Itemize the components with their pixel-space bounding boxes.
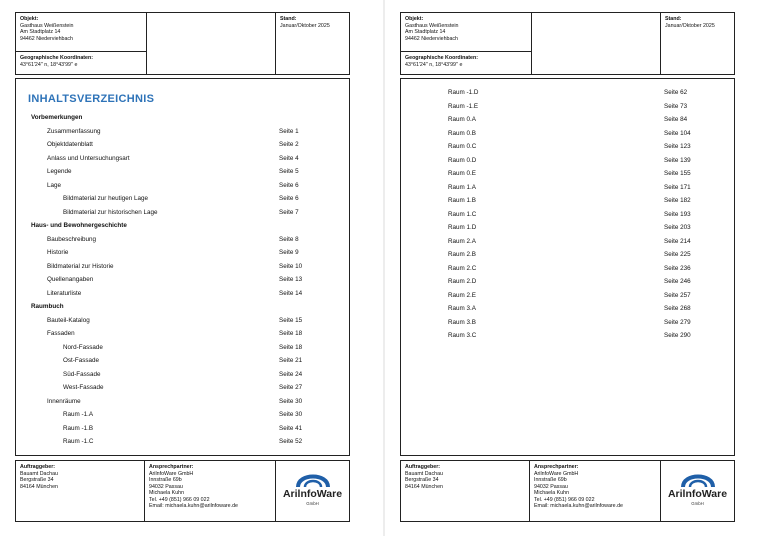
logo-name: ArilnfoWare xyxy=(282,488,343,500)
toc-entry xyxy=(401,102,734,112)
toc-entry-page: Seite 84 xyxy=(664,116,688,123)
toc-entry-title: Raum 2.B xyxy=(448,251,476,258)
toc-entry-title: Raumbuch xyxy=(31,303,64,310)
toc-entry xyxy=(16,370,349,380)
toc-entry xyxy=(16,167,349,177)
toc-entry-page: Seite 268 xyxy=(664,305,691,312)
contact-line: Email: michaela.kuhn@arilnfoware.de xyxy=(534,503,623,509)
toc-entry-title: Zusammenfassung xyxy=(47,127,101,135)
toc-entry xyxy=(401,250,734,260)
toc-section-heading xyxy=(16,302,349,312)
toc-entry-title: Bauteil-Katalog xyxy=(47,316,90,324)
toc-entry-page: Seite 13 xyxy=(279,276,303,283)
client-line: 84164 München xyxy=(20,483,58,490)
toc-entry-title: Objektdatenblatt xyxy=(47,141,93,148)
toc-entry xyxy=(401,142,734,152)
toc-entry-page: Seite 4 xyxy=(279,154,299,162)
toc-entry xyxy=(16,289,349,299)
toc-entry-title: Haus- und Bewohnergeschichte xyxy=(31,222,127,229)
toc-entry-title: Legende xyxy=(47,168,72,175)
toc-entry-page: Seite 290 xyxy=(664,332,691,339)
toc-entry xyxy=(16,127,349,137)
toc-entry xyxy=(16,248,349,258)
objekt-line: 94462 Niederviehbach xyxy=(405,35,459,42)
page-right xyxy=(385,0,768,536)
coordinates-value: 43°61'24'' n, 18°43'99'' e xyxy=(20,61,78,68)
toc-entry xyxy=(16,329,349,339)
toc-entry-title: Raum 0.C xyxy=(448,143,477,150)
toc-entry-page: Seite 27 xyxy=(279,384,303,391)
client-line: Bauamt Dachau xyxy=(405,470,443,477)
header-stand-box xyxy=(275,12,350,75)
toc-entry-title: Raum 0.E xyxy=(448,170,476,177)
toc-entry xyxy=(16,356,349,366)
toc-entry-title: Raum 0.D xyxy=(448,156,477,164)
toc-entry-title: Baubeschreibung xyxy=(47,235,97,243)
client-line: Bauamt Dachau xyxy=(20,470,58,477)
toc-entry-title: Raum -1.B xyxy=(63,424,94,432)
toc-entry-page: Seite 15 xyxy=(279,316,303,324)
page-left xyxy=(0,0,383,536)
toc-entry-title: Raum 1.C xyxy=(448,210,477,218)
contact-line: Email: michaela.kuhn@arilnfoware.de xyxy=(149,503,238,509)
client-line: Bergstraße 34 xyxy=(20,477,54,483)
toc-entry-page: Seite 30 xyxy=(279,397,303,405)
stand-label: Stand: xyxy=(280,16,297,22)
header-middle-box xyxy=(146,12,276,75)
toc-entry-title: Raum 0.A xyxy=(448,116,476,123)
toc-entry-title: Anlass und Untersuchungsart xyxy=(47,154,130,162)
toc-entry-title: Raum -1.D xyxy=(448,89,479,96)
toc-entry xyxy=(16,383,349,393)
toc-entry-title: Raum 2.C xyxy=(448,264,477,272)
toc-entry-page: Seite 139 xyxy=(664,156,691,164)
stand-value: Januar/Oktober 2025 xyxy=(665,22,715,29)
toc-entry-title: Lage xyxy=(47,181,62,189)
toc-entry-page: Seite 193 xyxy=(664,210,691,218)
toc-entry xyxy=(401,291,734,301)
toc-entry xyxy=(401,196,734,206)
toc-entry-page: Seite 246 xyxy=(664,278,691,285)
toc-entry xyxy=(401,331,734,341)
toc-entry-title: Raum 1.A xyxy=(448,183,476,191)
toc-entry-title: Raum 1.B xyxy=(448,197,476,204)
client-line: Bergstraße 34 xyxy=(405,477,439,483)
toc-entry-title: Süd-Fassade xyxy=(63,370,101,378)
toc-entry xyxy=(16,208,349,218)
coordinates-label: Geographische Koordinaten: xyxy=(20,55,93,61)
toc-entry-page: Seite 52 xyxy=(279,438,303,445)
footer-contact-box xyxy=(144,460,276,522)
toc-entry xyxy=(401,129,734,139)
toc-entry-title: Raum 2.E xyxy=(448,291,476,299)
client-line: 84164 München xyxy=(405,483,443,490)
footer-client-box xyxy=(15,460,145,522)
company-logo xyxy=(276,469,349,506)
toc-entry-page: Seite 9 xyxy=(279,249,299,256)
toc-entry-page: Seite 8 xyxy=(279,235,299,243)
toc-entry-title: Innenräume xyxy=(47,397,81,405)
toc-entry-page: Seite 155 xyxy=(664,170,691,177)
toc-entry xyxy=(401,277,734,287)
logo-sub: GmbH xyxy=(691,501,704,506)
footer-logo-box xyxy=(660,460,735,522)
contact-line: Innstraße 69b xyxy=(149,477,182,483)
toc-entry-page: Seite 6 xyxy=(279,195,299,202)
toc-entry-title: Literaturliste xyxy=(47,289,82,297)
toc-entry xyxy=(16,154,349,164)
toc-entry-title: Raum 3.A xyxy=(448,305,476,312)
toc-entry xyxy=(401,156,734,166)
coordinates-value: 43°61'24'' n, 18°43'99'' e xyxy=(405,61,463,68)
objekt-line: 94462 Niederviehbach xyxy=(20,35,74,42)
toc-entry-page: Seite 236 xyxy=(664,264,691,272)
toc-entry-page: Seite 171 xyxy=(664,183,691,191)
contact-line: 94032 Passau xyxy=(149,483,183,490)
toc-entry-page: Seite 2 xyxy=(279,141,299,148)
toc-entry xyxy=(401,183,734,193)
toc-entry-page: Seite 21 xyxy=(279,357,303,364)
toc-entry-page: Seite 41 xyxy=(279,424,303,432)
toc-entry-page: Seite 14 xyxy=(279,289,303,297)
toc-entry-page: Seite 10 xyxy=(279,262,303,270)
contact-line: 94032 Passau xyxy=(534,483,568,490)
toc-entry-title: Fassaden xyxy=(47,330,75,337)
objekt-line: Am Stadtplatz 14 xyxy=(405,29,446,35)
toc-entry xyxy=(16,343,349,353)
arch-logo-icon xyxy=(295,469,331,487)
header-coordinates-box xyxy=(400,51,532,75)
contact-line: Tel. +49 (851) 966 09 022 xyxy=(149,496,210,503)
contact-line: ArilnfoWare GmbH xyxy=(534,470,579,477)
toc-entry xyxy=(16,194,349,204)
contact-label: Ansprechpartner: xyxy=(149,464,194,470)
toc-entry-page: Seite 30 xyxy=(279,411,303,418)
toc-entry xyxy=(401,115,734,125)
client-label: Auftraggeber: xyxy=(405,464,441,470)
toc-content-left xyxy=(15,78,350,456)
contact-label: Ansprechpartner: xyxy=(534,464,579,470)
toc-entry-title: Nord-Fassade xyxy=(63,343,103,351)
stand-label: Stand: xyxy=(665,16,682,22)
toc-entry-page: Seite 1 xyxy=(279,127,299,135)
toc-entry-title: Bildmaterial zur Historie xyxy=(47,262,114,270)
objekt-label: Objekt: xyxy=(20,16,39,22)
toc-entry-title: Raum 3.C xyxy=(448,332,477,339)
header-stand-box xyxy=(660,12,735,75)
toc-entry-title: Raum -1.E xyxy=(448,102,479,110)
stand-value: Januar/Oktober 2025 xyxy=(280,22,330,29)
toc-entry-title: Raum 2.A xyxy=(448,237,476,245)
toc-entry-page: Seite 6 xyxy=(279,181,299,189)
toc-entry xyxy=(401,237,734,247)
toc-entry-title: Bildmaterial zur historischen Lage xyxy=(63,208,158,216)
toc-entry xyxy=(16,140,349,150)
toc-entry xyxy=(16,275,349,285)
toc-entry-page: Seite 5 xyxy=(279,168,299,175)
toc-section-heading xyxy=(16,113,349,123)
toc-entry-page: Seite 123 xyxy=(664,143,691,150)
coordinates-label: Geographische Koordinaten: xyxy=(405,55,478,61)
toc-entry xyxy=(16,262,349,272)
toc-entry-title: Raum 3.B xyxy=(448,318,476,326)
logo-sub: GmbH xyxy=(306,501,319,506)
toc-title: INHALTSVERZEICHNIS xyxy=(28,93,155,105)
toc-entry-title: Raum -1.C xyxy=(63,438,94,445)
toc-entry xyxy=(16,397,349,407)
company-logo xyxy=(661,469,734,506)
toc-entry xyxy=(16,181,349,191)
toc-entry-page: Seite 225 xyxy=(664,251,691,258)
toc-entry-title: Raum 1.D xyxy=(448,224,477,231)
toc-entry xyxy=(401,264,734,274)
toc-entry xyxy=(16,410,349,420)
toc-entry-page: Seite 24 xyxy=(279,370,303,378)
footer-contact-box xyxy=(529,460,661,522)
toc-entry-page: Seite 7 xyxy=(279,208,299,216)
footer-logo-box xyxy=(275,460,350,522)
contact-line: Michaela Kuhn xyxy=(149,490,185,496)
objekt-label: Objekt: xyxy=(405,16,424,22)
header-middle-box xyxy=(531,12,661,75)
toc-entry xyxy=(401,304,734,314)
contact-line: ArilnfoWare GmbH xyxy=(149,470,194,477)
toc-entry-page: Seite 62 xyxy=(664,89,688,96)
toc-entry-title: West-Fassade xyxy=(63,384,104,391)
toc-entry-title: Raum 0.B xyxy=(448,129,476,137)
toc-section-heading xyxy=(16,221,349,231)
logo-name: ArilnfoWare xyxy=(667,488,728,500)
contact-line: Tel. +49 (851) 966 09 022 xyxy=(534,496,595,503)
contact-line: Innstraße 69b xyxy=(534,477,567,483)
toc-entry xyxy=(16,316,349,326)
toc-entry-title: Raum -1.A xyxy=(63,411,94,418)
toc-entry-title: Vorbemerkungen xyxy=(31,114,83,121)
toc-entry-page: Seite 257 xyxy=(664,291,691,299)
contact-line: Michaela Kuhn xyxy=(534,490,570,496)
toc-entry-page: Seite 214 xyxy=(664,237,691,245)
objekt-line: Gasthaus Weißenstein xyxy=(20,22,74,29)
toc-entry xyxy=(401,318,734,328)
toc-content-right xyxy=(400,78,735,456)
header-objekt-box xyxy=(15,12,147,52)
toc-entry xyxy=(16,437,349,447)
toc-entry xyxy=(401,169,734,179)
footer-client-box xyxy=(400,460,530,522)
toc-entry-title: Ost-Fassade xyxy=(63,357,100,364)
toc-entry-page: Seite 182 xyxy=(664,197,691,204)
toc-entry-page: Seite 104 xyxy=(664,129,691,137)
toc-entry-page: Seite 203 xyxy=(664,224,691,231)
toc-entry-title: Raum 2.D xyxy=(448,278,477,285)
objekt-line: Gasthaus Weißenstein xyxy=(405,22,459,29)
header-objekt-box xyxy=(400,12,532,52)
toc-entry-page: Seite 279 xyxy=(664,318,691,326)
toc-entry-page: Seite 18 xyxy=(279,343,303,351)
objekt-line: Am Stadtplatz 14 xyxy=(20,29,61,35)
toc-entry-title: Historie xyxy=(47,249,69,256)
toc-entry xyxy=(401,210,734,220)
toc-entry xyxy=(16,424,349,434)
toc-entry xyxy=(401,88,734,98)
header-coordinates-box xyxy=(15,51,147,75)
toc-entry-page: Seite 18 xyxy=(279,330,303,337)
toc-entry xyxy=(16,235,349,245)
toc-entry-title: Quellenangaben xyxy=(47,276,94,283)
toc-entry-title: Bildmaterial zur heutigen Lage xyxy=(63,195,149,202)
client-label: Auftraggeber: xyxy=(20,464,56,470)
toc-entry xyxy=(401,223,734,233)
arch-logo-icon xyxy=(680,469,716,487)
toc-entry-page: Seite 73 xyxy=(664,102,688,110)
